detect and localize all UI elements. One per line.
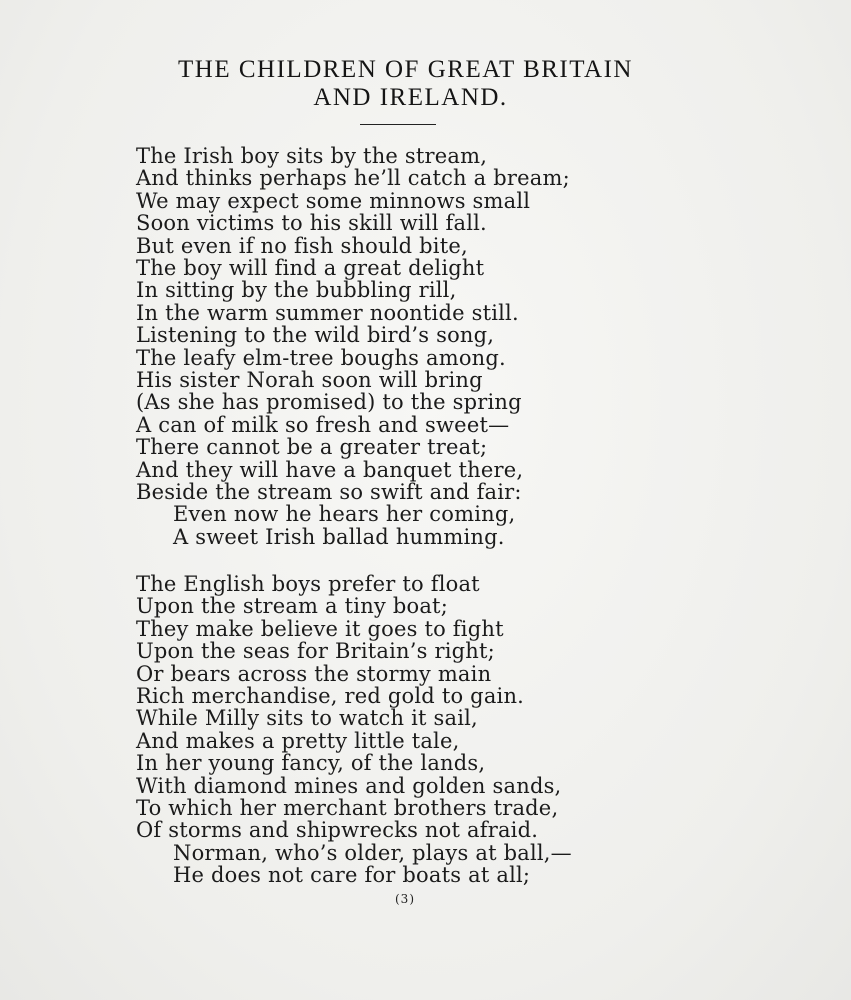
page-title-line-2: AND IRELAND. — [313, 84, 508, 111]
poem-line: But even if no fish should bite, — [136, 233, 468, 258]
poem-line: Of storms and shipwrecks not afraid. — [136, 818, 539, 843]
poem-line: We may expect some minnows small — [136, 188, 531, 213]
poem-line: While Milly sits to watch it sail, — [136, 706, 478, 731]
poem-line: And thinks perhaps he’ll catch a bream; — [136, 166, 570, 191]
poem-line: Or bears across the stormy main — [136, 661, 492, 686]
poem-line: The leafy elm-tree boughs among. — [136, 345, 506, 370]
poem-line: They make believe it goes to fight — [136, 616, 504, 641]
poem-line: And makes a pretty little tale, — [136, 728, 460, 753]
poem-line: His sister Norah soon will bring — [136, 368, 483, 392]
poem-line: A can of milk so fresh and sweet— — [136, 412, 510, 437]
poem-line: A sweet Irish ballad humming. — [173, 524, 505, 549]
poem-line: To which her merchant brothers trade, — [136, 796, 559, 820]
poem-line: And they will have a banquet there, — [136, 457, 524, 482]
poem-line: The English boys prefer to float — [136, 572, 480, 596]
poem-line: With diamond mines and golden sands, — [136, 773, 562, 798]
poem-line: He does not care for boats at all; — [173, 863, 531, 888]
poem-line: Norman, who’s older, plays at ball,— — [173, 840, 572, 865]
poem-line: Upon the seas for Britain’s right; — [136, 639, 495, 664]
poem-line: Listening to the wild bird’s song, — [136, 323, 495, 348]
page-title-line-1: THE CHILDREN OF GREAT BRITAIN — [178, 56, 633, 83]
title-divider — [360, 124, 436, 125]
poem-line: In her young fancy, of the lands, — [136, 751, 486, 776]
poem-line: In the warm summer noontide still. — [136, 300, 519, 325]
poem-line: Even now he hears her coming, — [173, 502, 516, 527]
poem-line: There cannot be a greater treat; — [136, 435, 488, 460]
poem-line: The boy will find a great delight — [136, 256, 485, 280]
page-number: (3) — [395, 892, 415, 906]
poem-line: Upon the stream a tiny boat; — [136, 594, 448, 619]
poem-line: Soon victims to his skill will fall. — [136, 211, 487, 236]
poem-line: (As she has promised) to the spring — [136, 390, 522, 415]
poem-line: The Irish boy sits by the stream, — [136, 144, 488, 168]
poem-line: Rich merchandise, red gold to gain. — [136, 684, 525, 708]
poem-line: Beside the stream so swift and fair: — [136, 480, 522, 504]
poem-line: In sitting by the bubbling rill, — [136, 278, 457, 303]
